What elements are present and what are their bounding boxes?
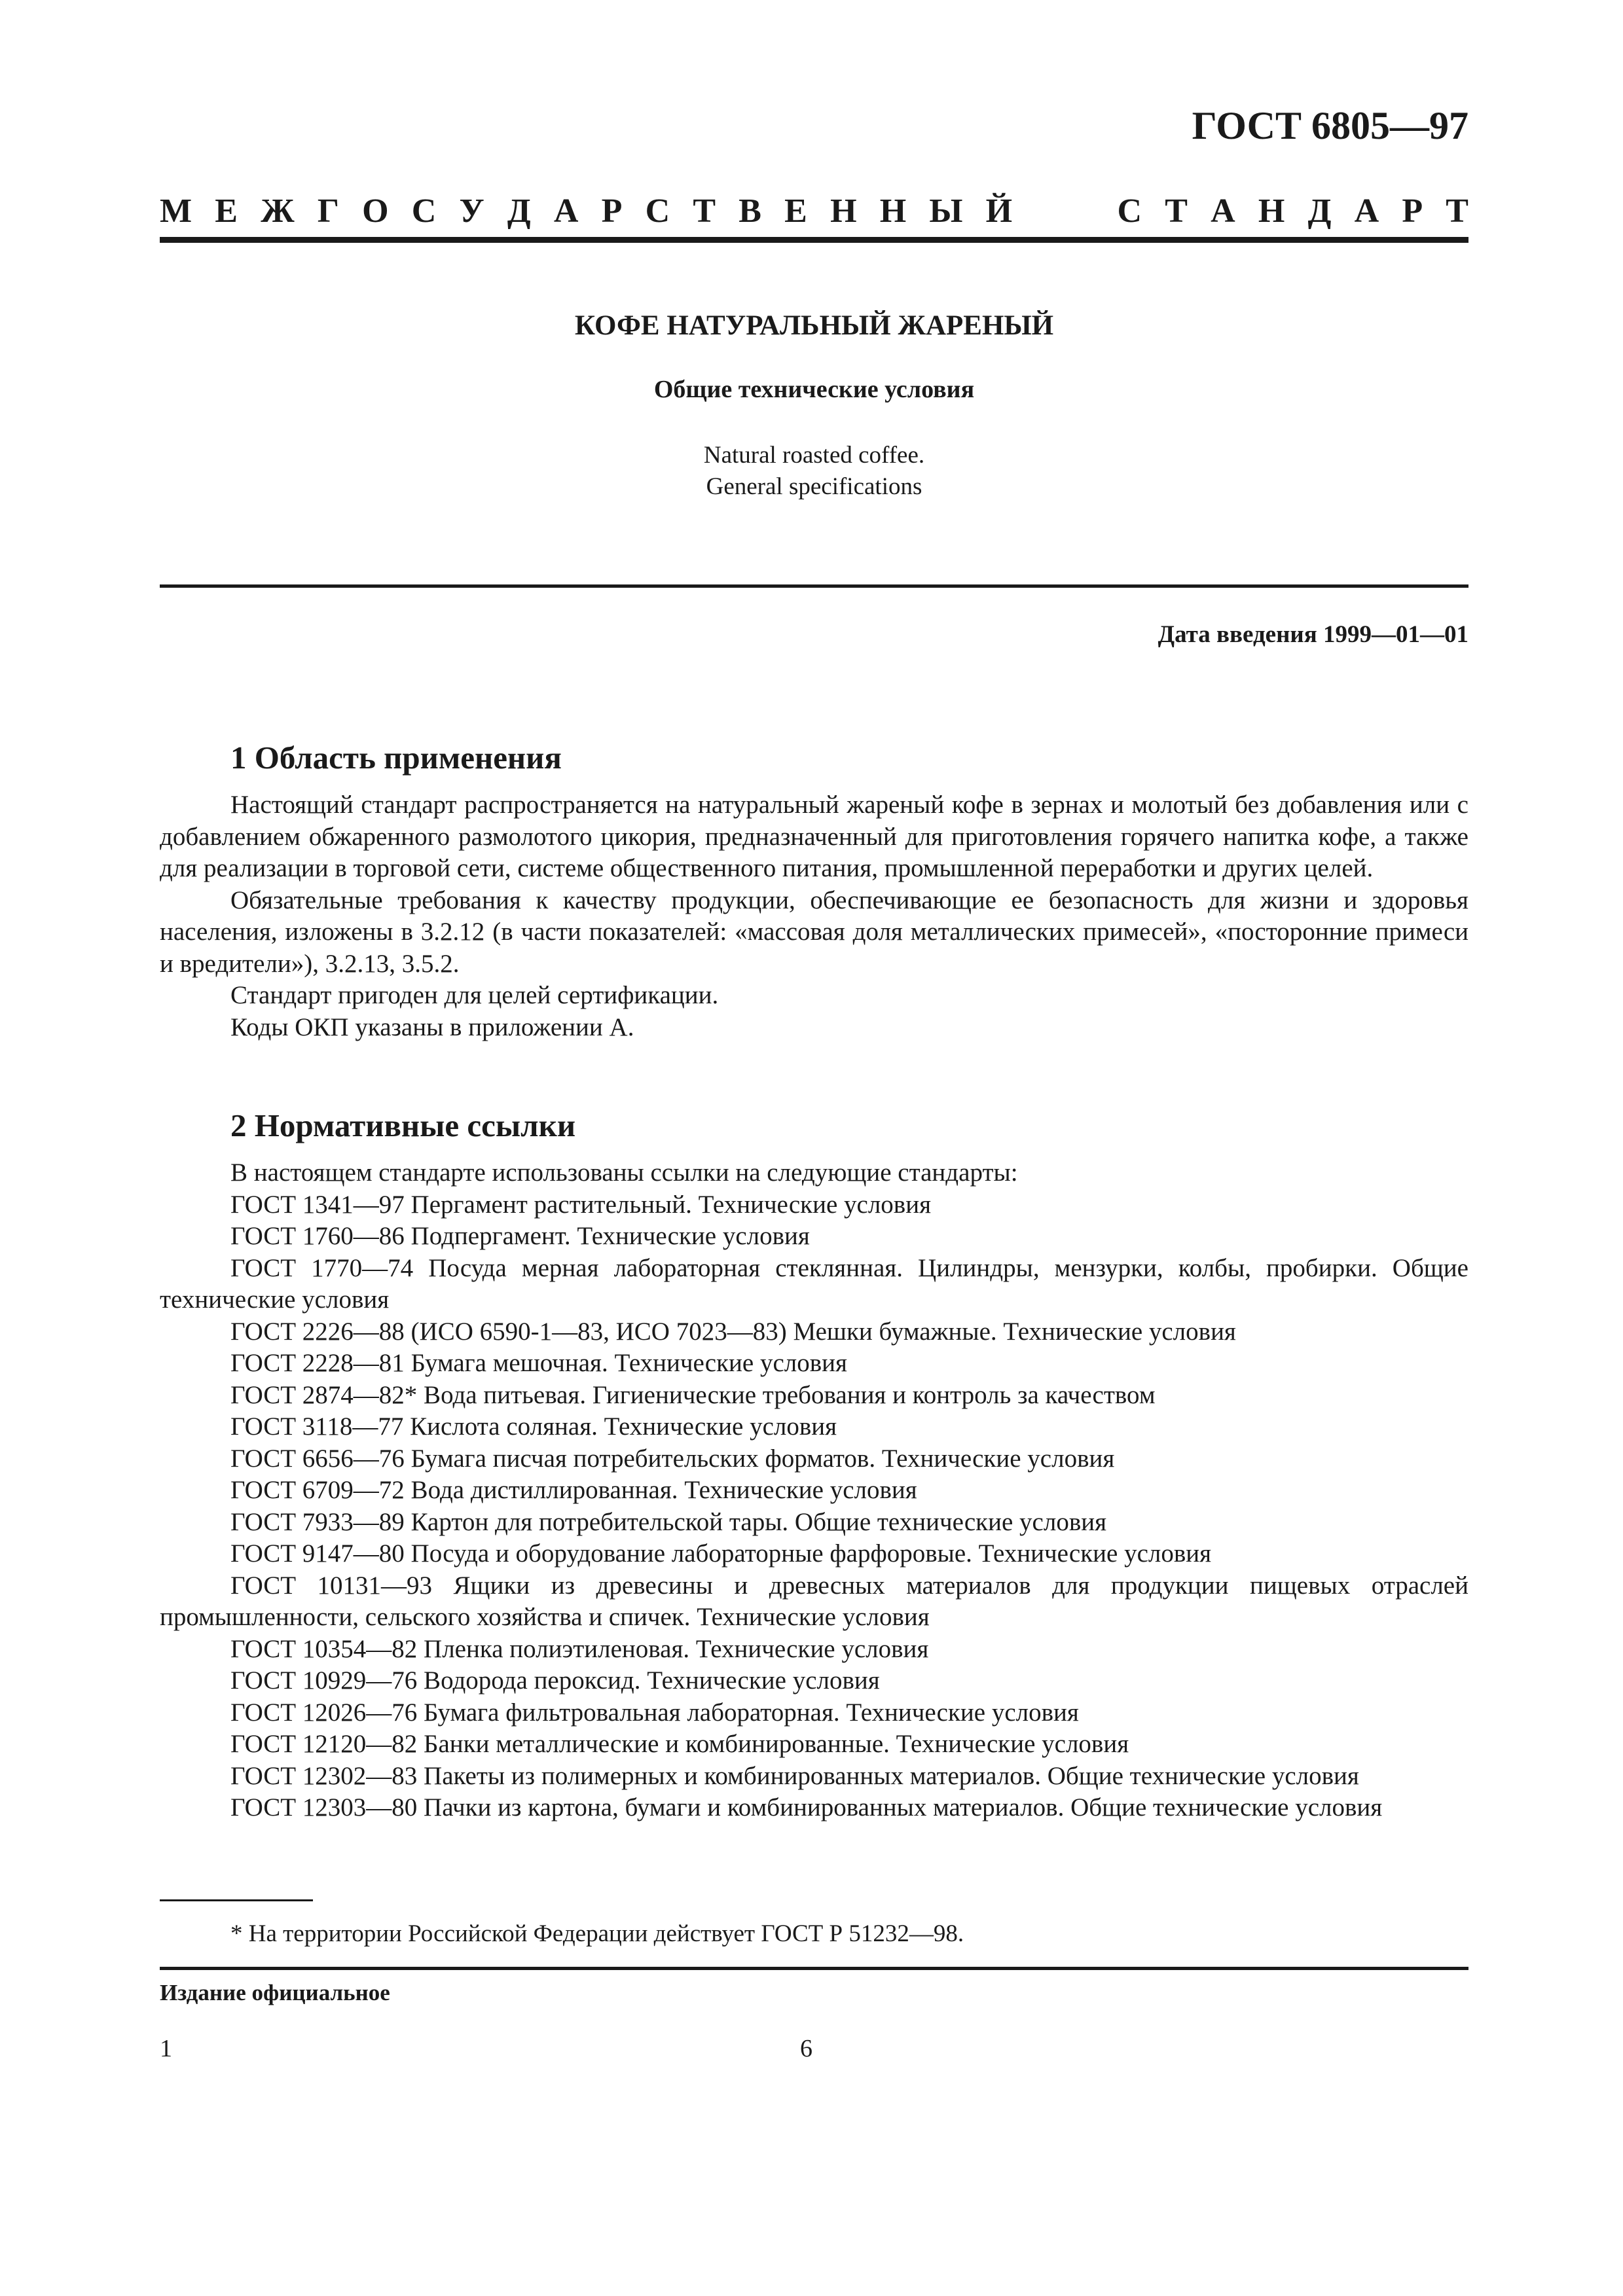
reference-item: ГОСТ 12120—82 Банки металлические и комбинированные. Технические условия <box>230 1730 1129 1758</box>
reference-item: ГОСТ 3118—77 Кислота соляная. Технические условия <box>230 1412 837 1441</box>
reference-item: ГОСТ 1770—74 Посуда мерная лабораторная стеклянная. Цилиндры, мензурки, колбы, пробирки. Общие технические условия <box>160 1253 1468 1314</box>
interstate-letter: Н <box>1258 192 1285 230</box>
english-title <box>160 440 1468 503</box>
section-body-references <box>160 1157 1468 1824</box>
interstate-letter: Т <box>1446 192 1468 230</box>
interstate-letter: Г <box>317 192 339 230</box>
interstate-letter: Ы <box>929 192 963 230</box>
interstate-letter: А <box>1211 192 1235 230</box>
reference-item: ГОСТ 2874—82* Вода питьевая. Гигиенические требования и контроль за качеством <box>230 1380 1156 1409</box>
paragraph: Коды ОКП указаны в приложении А. <box>230 1013 634 1041</box>
reference-item: ГОСТ 2228—81 Бумага мешочная. Технические условия <box>230 1349 847 1377</box>
interstate-letter: Т <box>1165 192 1188 230</box>
interstate-letter: Й <box>985 192 1013 230</box>
interstate-letter: С <box>411 192 437 230</box>
document-subtitle: Общие технические условия <box>653 376 975 403</box>
reference-item: ГОСТ 7933—89 Картон для потребительской тары. Общие технические условия <box>230 1507 1107 1536</box>
document-title: КОФЕ НАТУРАЛЬНЫЙ ЖАРЕНЫЙ <box>574 310 1054 341</box>
page-number: 6 <box>800 2035 812 2062</box>
reference-item: ГОСТ 12303—80 Пачки из картона, бумаги и комбинированных материалов. Общие технические условия <box>230 1793 1383 1821</box>
reference-item: ГОСТ 9147—80 Посуда и оборудование лабораторные фарфоровые. Технические условия <box>230 1539 1212 1568</box>
interstate-letter: А <box>1354 192 1379 230</box>
section-body-scope <box>160 789 1468 1043</box>
paragraph: Обязательные требования к качеству продукции, обеспечивающие ее безопасность для жизни и здоровья населения, изложены в 3.2.12 (в части показателей: «массовая доля металлических примесей», «посторонние примеси и вредители»), 3.2.13, 3.5.2. <box>160 886 1468 978</box>
interstate-letter: Е <box>215 192 238 230</box>
section-heading-references: 2 Нормативные ссылки <box>230 1107 576 1143</box>
interstate-letter: У <box>459 192 484 230</box>
interstate-letter: Р <box>601 192 623 230</box>
interstate-letter: В <box>739 192 761 230</box>
english-title-line: General specifications <box>706 473 922 500</box>
reference-item: ГОСТ 10354—82 Пленка полиэтиленовая. Технические условия <box>230 1634 929 1663</box>
footnote-separator <box>160 1899 313 1901</box>
reference-item: ГОСТ 6709—72 Вода дистиллированная. Технические условия <box>230 1476 917 1504</box>
interstate-letter: Ж <box>261 192 295 230</box>
interstate-letter: Р <box>1402 192 1423 230</box>
paragraph: Стандарт пригоден для целей сертификации. <box>230 981 719 1009</box>
english-title-line: Natural roasted coffee. <box>703 442 925 469</box>
word-gap <box>1035 188 1094 234</box>
reference-item: ГОСТ 12026—76 Бумага фильтровальная лабораторная. Технические условия <box>230 1698 1079 1727</box>
interstate-letter: Н <box>879 192 907 230</box>
reference-item: ГОСТ 6656—76 Бумага писчая потребительских форматов. Технические условия <box>230 1444 1115 1473</box>
paragraph: В настоящем стандарте использованы ссылки на следующие стандарты: <box>230 1158 1018 1187</box>
reference-item: ГОСТ 1760—86 Подпергамент. Технические условия <box>230 1222 810 1250</box>
reference-item: ГОСТ 10929—76 Водорода пероксид. Технические условия <box>230 1666 880 1695</box>
top-rule <box>160 237 1468 243</box>
gost-code: ГОСТ 6805—97 <box>1192 104 1468 147</box>
footnote: * На территории Российской Федерации действует ГОСТ Р 51232—98. <box>230 1920 964 1947</box>
reference-item: ГОСТ 1341—97 Пергамент растительный. Технические условия <box>230 1190 932 1219</box>
sheet-number: 1 <box>160 2035 172 2062</box>
interstate-letter: О <box>362 192 389 230</box>
edition-label: Издание официальное <box>160 1980 390 2005</box>
section-heading-scope: 1 Область применения <box>230 740 562 776</box>
interstate-letter: С <box>645 192 670 230</box>
interstate-letter: Н <box>830 192 857 230</box>
interstate-letter: Т <box>693 192 716 230</box>
reference-item: ГОСТ 12302—83 Пакеты из полимерных и комбинированных материалов. Общие технические условия <box>230 1761 1359 1790</box>
interstate-letter: Д <box>507 192 531 230</box>
title-rule <box>160 584 1468 588</box>
interstate-letter: Е <box>784 192 807 230</box>
introduction-date: Дата введения 1999—01—01 <box>1158 621 1468 648</box>
paragraph: Настоящий стандарт распространяется на натуральный жареный кофе в зернах и молотый без добавления или с добавлением обжаренного размолотого цикория, предназначенный для приготовления горячего напитка кофе, а также для реализации в торговой сети, системе общественного питания, промышленной переработки и других целей. <box>160 791 1468 882</box>
reference-item: ГОСТ 2226—88 (ИСО 6590-1—83, ИСО 7023—83) Мешки бумажные. Технические условия <box>230 1317 1236 1346</box>
bottom-rule <box>160 1967 1468 1970</box>
interstate-letter: А <box>553 192 579 230</box>
reference-item: ГОСТ 10131—93 Ящики из древесины и древесных материалов для продукции пищевых отраслей промышленности, сельского хозяйства и спичек. Технические условия <box>160 1571 1468 1631</box>
interstate-standard-heading <box>160 188 1468 234</box>
interstate-letter: М <box>160 192 192 230</box>
interstate-letter: С <box>1117 192 1142 230</box>
interstate-letter: Д <box>1307 192 1332 230</box>
